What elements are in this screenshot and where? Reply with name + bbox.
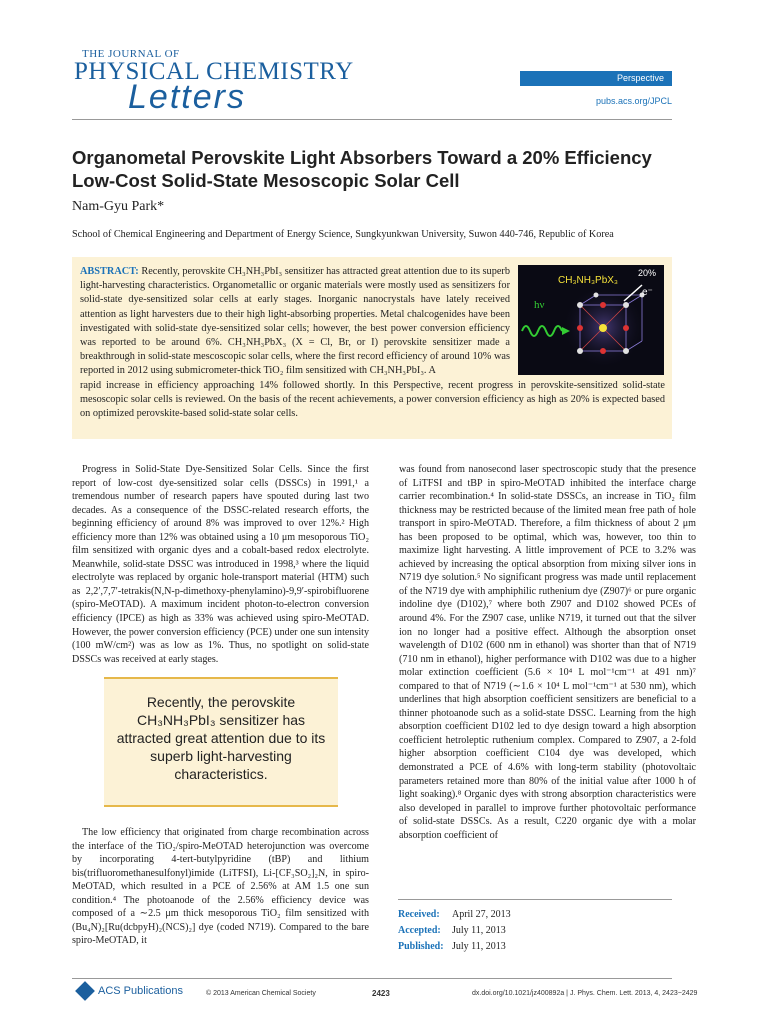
pull-quote: Recently, the perovskite CH₃NH₃PbI₃ sensitizer has attracted great attention due to its superb light-harvesting characteristics. [104, 677, 338, 807]
toc-graphic [518, 265, 664, 375]
pubs-link[interactable]: pubs.acs.org/JPCL [595, 96, 672, 106]
dates-divider [398, 899, 672, 900]
acs-logo[interactable] [78, 984, 183, 998]
paragraph: Progress in Solid-State Dye-Sensitized Solar Cells. Since the first report of low-cost dye-sensitized solar cells (DSSCs) in 1991,¹ a tremendous number of research papers have spouted during last two decades. As a consequence of the DSSC-related research efforts, the beginning efficiency of around 8% was improved to over 12%.² High efficiency more than 12% was obtained using a 10 μm mesoporous TiO₂ film sensitized with organic dyes and a cobalt-based redox electrolyte. Meanwhile, solid-state DSSC was introduced in 1998,³ where the liquid electrolyte was replaced by organic hole-transport material (HTM) such as 2,2′,7,7′-tetrakis(N,N-p-dimethoxy-phenylamino)-9,9′-spirobifluorene (spiro-MeOTAD). A maximum incident photon-to-electron conversion efficiency (IPCE) as high as 33% was achieved using spiro-MeOTAD. However, the power conversion efficiency (PCE) under one sun intensity (100 mW/cm²) was as low as 1%. Thus, no spotlight on solid-state DSSCs was received at early stages. [72, 464, 369, 665]
citation: dx.doi.org/10.1021/jz400892a | J. Phys. Chem. Lett. 2013, 4, 2423−2429 [472, 990, 698, 997]
left-column-top [72, 463, 369, 666]
acs-hexagon-icon [75, 981, 95, 1001]
abstract-text-1: Recently, perovskite CH₃NH₃PbI₃ sensitizer has attracted great attention due to its superb light-harvesting characteristics. Organometallic or organic materials were mostly used as sensitizers for solid-state dye-sensitized solar cells at early stages. Inorganic nanocrystals have lately received attention as light harvesters due to their high light-absorbing properties. Metal chalcogenides have been investigated with solid-state dye-sensitized solar cells; however, the best power conversion efficiency was reported to be around 6%. CH₃NH₃PbX₃ (X = Cl, Br, or I) perovskite sensitizer made a breakthrough in solid-state mescoscopic solar cells, where the first record efficiency of around 10% was reported in 2012 using submicrometer-thick TiO₂ film sensitized with CH₃NH₃PbI₃. A [80, 266, 511, 377]
article-title: Organometal Perovskite Light Absorbers Toward a 20% Efficiency Low-Cost Solid-State Mesoscopic Solar Cell [72, 147, 652, 191]
published-label: Published: [398, 941, 444, 952]
journal-the: THE JOURNAL OF [82, 48, 180, 60]
affiliation: School of Chemical Engineering and Department of Energy Science, Sungkyunkwan University, Suwon 440-746, Republic of Korea [72, 229, 614, 240]
received-date: April 27, 2013 [452, 909, 511, 920]
left-column-bottom [72, 826, 369, 948]
copyright: © 2013 American Chemical Society [206, 990, 316, 997]
footer-divider [72, 978, 672, 979]
toc-efficiency: 20% [638, 268, 657, 278]
received-label: Received: [398, 909, 440, 920]
page-number: 2423 [372, 989, 390, 998]
published-date: July 11, 2013 [452, 941, 506, 952]
journal-letters: Letters [128, 78, 246, 116]
journal-name: PHYSICAL CHEMISTRY [74, 58, 354, 85]
toc-hv: hν [534, 299, 545, 311]
paragraph: The low efficiency that originated from charge recombination across the interface of the TiO₂/spiro-MeOTAD heterojunction was overcome by incorporating 4-tert-butylpyridine (tBP) and lithium bis(trifluoromethanesulfonyl)imide (LiTFSI), Li-[CF₃SO₂]₂N, in spiro-MeOTAD, which resulted in a PCE of 2.56% at AM 1.5 one sun condition.⁴ The photoanode of the 2.56% efficiency device was composed of a ∼2.5 μm thick mesoporous TiO₂ film sensitized with (Bu₄N)₂[Ru(dcbpyH)₂(NCS)₂] dye (coded N719). Compared to the bare spiro-MeOTAD, it [72, 827, 369, 947]
accepted-date: July 11, 2013 [452, 925, 506, 936]
abstract-text-2: rapid increase in efficiency approaching 14% followed shortly. In this Perspective, recent progress in perovskite-sensitized solid-state mesoscopic solar cells is reviewed. On the basis of the recent achievements, a power conversion efficiency as high as 20% is expected based on optimized perovskite-based solid-state solar cells. [80, 379, 665, 420]
toc-electron: e⁻ [642, 287, 653, 298]
paragraph: was found from nanosecond laser spectroscopic study that the presence of LiTFSI and tBP in spiro-MeOTAD inhibited the interface charge carrier recombination.⁴ In solid-state DSSCs, an increase in TiO₂ film thickness may be restricted because of the limited mean free path of hole transport in spiro-MeOTAD. Therefore, a film thickness of about 2 μm has been proposed to be optimal, which was, however, too thin to maximize light harvesting. A little improvement of PCE to 3.2% was achieved by increasing the optical absorption from mixing silver ions in N719 dye solution.⁵ No significant progress was made until replacement of the N719 dye with amphiphilic ruthenium dye (Z907)⁶ or pure organic indoline dye (D102),⁷ where both Z907 and D102 showed PCEs of around 4%. For the Z907 case, unlike N719, it turned out that the silver ion no longer had a positive effect. Although the absorption onset wavelength of D102 (600 nm in ethanol) was shorter than that of N719 (710 nm in ethanol), higher performance with D102 was due to a higher molar extinction coefficient (5.6 × 10⁴ L mol⁻¹cm⁻¹ at 491 nm)⁷ compared to that of N719 (∼1.6 × 10⁴ L mol⁻¹cm⁻¹ at 530 nm), which underlines that high absorption coefficient sensitizers are beneficial to a thinner photoanode such as a solid-state DSSC. Learning from the high absorption coefficient D102 led to dye design toward a high absorption coefficient hetroleptic ruthenium complex. Compared to Z907, a 2-fold higher absorption coefficient C104 dye was developed, which demonstrated a PCE of 4.6% with long-term stability (photovoltaic parameters retained more than 80% of the initial value after 1000 h of light soaking).⁸ Organic dyes with strong absorption characteristics were also developed in parallel to improve further photovoltaic performance of solid-state DSSCs. As a result, C220 organic dye with a molar absorption coefficient of [399, 464, 696, 841]
publisher-name: ACS Publications [98, 984, 183, 997]
right-column [399, 463, 696, 842]
perspective-badge: Perspective [520, 71, 672, 86]
author: Nam-Gyu Park* [72, 199, 165, 214]
abstract-label: ABSTRACT: [80, 266, 139, 277]
article-dates [398, 907, 511, 955]
toc-formula: CH₃NH₃PbX₃ [558, 275, 619, 286]
accepted-label: Accepted: [398, 925, 441, 936]
header-divider [72, 119, 672, 120]
